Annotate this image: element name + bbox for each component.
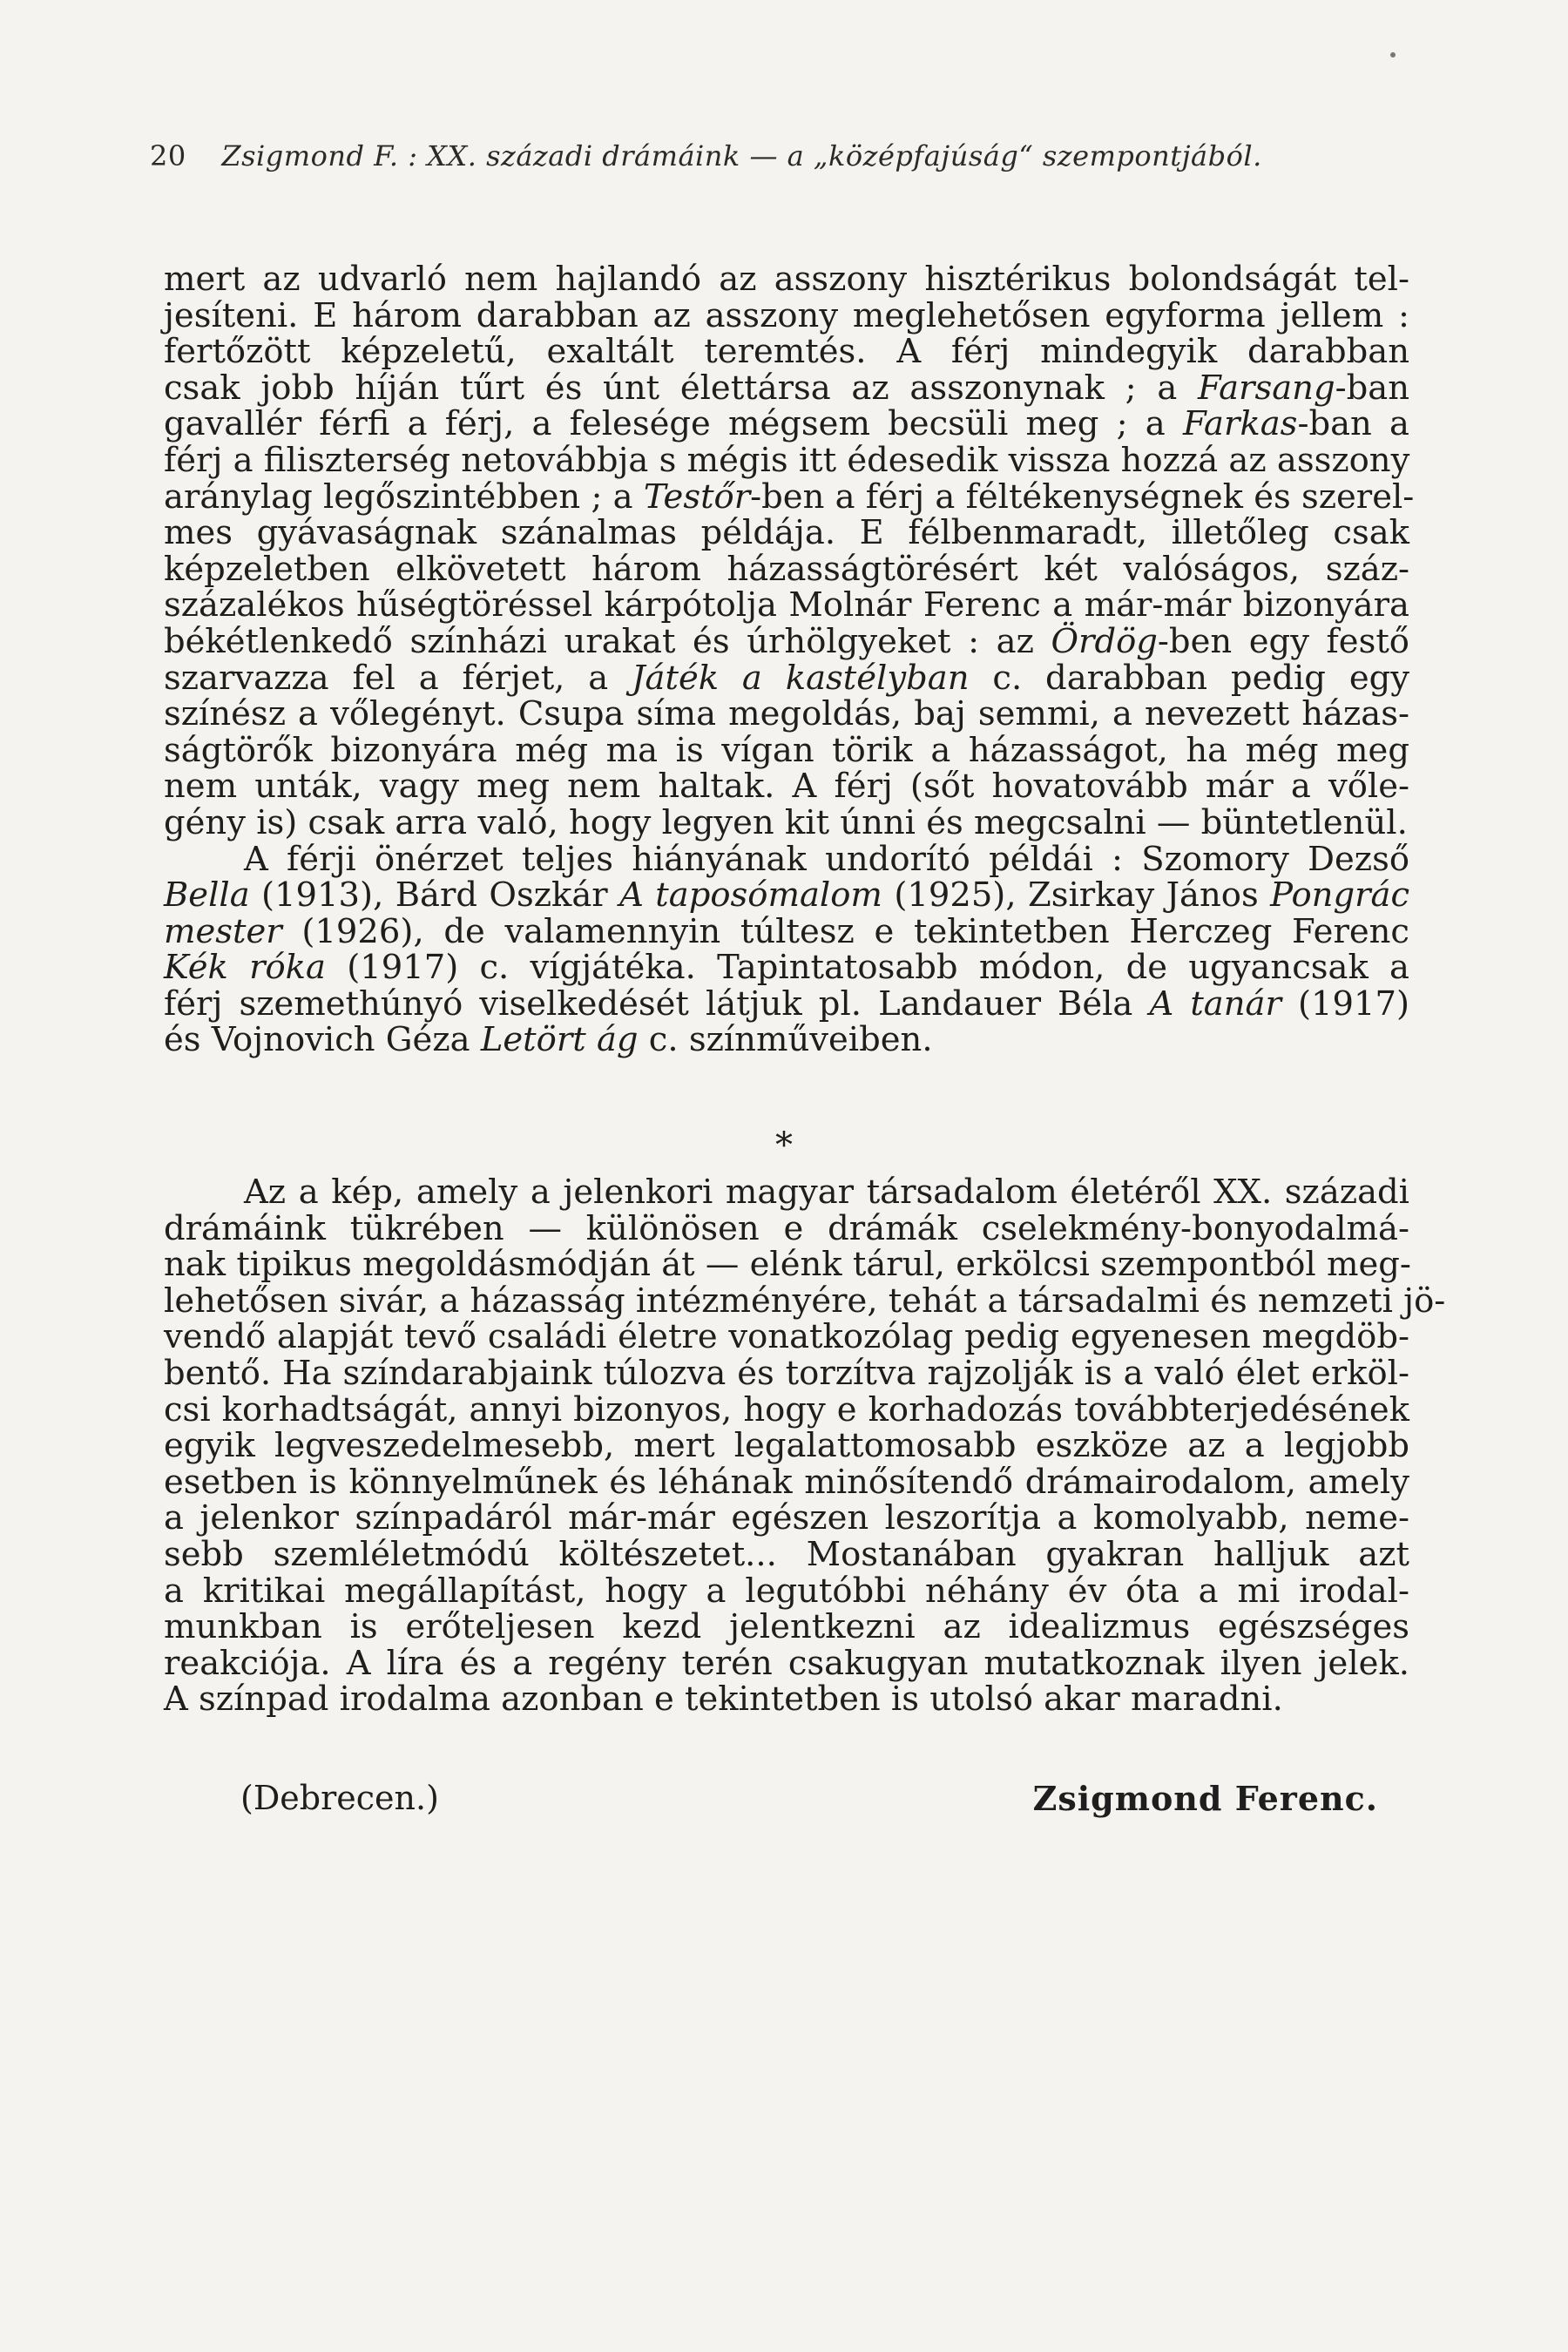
- text-line: gény is) csak arra való, hogy legyen kit únni és megcsalni — büntetlenül.: [164, 802, 1408, 842]
- text-line: [164, 621, 1409, 661]
- text-line: [164, 950, 1409, 986]
- text-line: nem unták, vagy meg nem haltak. A férj (sőt hovatovább már a vőle-: [164, 767, 1409, 807]
- text-line: [164, 877, 1409, 914]
- text-run: c. darabban pedig egy: [969, 658, 1409, 698]
- body-text-part-1: [164, 260, 1415, 1060]
- text-line: esetben is könnyelműnek és léhának minősítendő drámairodalom, amely: [164, 1462, 1409, 1502]
- text-run: (1926), de valamennyin túltesz e tekintetben Herczeg Ferenc: [281, 911, 1409, 951]
- text-line: vendő alapját tevő családi életre vonatkozólag pedig egyenesen megdöb-: [164, 1317, 1409, 1357]
- text-line: A színpad irodalma azonban e tekintetben is utolsó akar maradni.: [164, 1680, 1283, 1720]
- play-title: Farsang: [1197, 368, 1335, 408]
- text-line: A férji önérzet teljes hiányának undorító példái : Szomory Dezső: [244, 839, 1409, 879]
- text-run: gavallér férfi a férj, a felesége mégsem becsüli meg ; a: [164, 404, 1183, 444]
- text-run: -ban: [1335, 368, 1409, 408]
- place-of-writing: (Debrecen.): [240, 1779, 439, 1817]
- play-title: A tanár: [1149, 983, 1281, 1024]
- text-run: (1913), Bárd Oszkár: [249, 875, 620, 916]
- text-line: reakciója. A líra és a regény terén csakugyan mutatkoznak ilyen jelek.: [164, 1643, 1409, 1683]
- text-line: férj a filiszterség netovábbja s mégis itt édesedik vissza hozzá az asszony: [164, 440, 1410, 480]
- text-line: [164, 660, 1409, 697]
- play-title: A taposómalom: [619, 875, 882, 916]
- text-run: aránylag legőszintébben ; a: [164, 476, 644, 517]
- text-line: a jelenkor színpadáról már-már egészen leszorítja a komolyabb, neme-: [164, 1498, 1409, 1538]
- text-line: ságtörők bizonyára még ma is vígan törik a házasságot, ha még meg: [164, 730, 1409, 770]
- running-header: [150, 139, 1262, 172]
- text-line: bentő. Ha színdarabjaink túlozva és torzítva rajzolják is a való élet erköl-: [164, 1353, 1409, 1393]
- play-title: Játék a kastélyban: [632, 658, 970, 698]
- text-line: [164, 476, 1415, 517]
- body-text-part-2: [164, 1173, 1446, 1720]
- text-line: nak tipikus megoldásmódján át — elénk tárul, erkölcsi szempontból meg-: [164, 1245, 1411, 1285]
- author-signature: Zsigmond Ferenc.: [1032, 1779, 1378, 1818]
- text-line: Az a kép, amely a jelenkori magyar társadalom életéről XX. századi: [244, 1173, 1409, 1212]
- text-run: férj szemethúnyó viselkedését látjuk pl. Landauer Béla: [164, 983, 1150, 1024]
- play-title: Testőr: [643, 476, 751, 517]
- text-line: mert az udvarló nem hajlandó az asszony hisztérikus bolondságát tel-: [164, 260, 1409, 299]
- text-run: szarvazza fel a férjet, a: [164, 658, 632, 698]
- text-line: [164, 911, 1409, 951]
- section-separator: *: [775, 1125, 793, 1166]
- text-run: (1925), Zsirkay János: [882, 875, 1271, 916]
- text-run: csak jobb híján tűrt és únt élettársa az asszonynak ; a: [164, 368, 1198, 408]
- play-title: Pongrác: [1270, 875, 1410, 916]
- text-run: -ben egy festő: [1157, 621, 1409, 661]
- text-line: drámáink tükrében — különösen e drámák cselekmény-bonyodalmá-: [164, 1208, 1409, 1248]
- text-line: lehetősen sivár, a házasság intézményére, tehát a társadalmi és nemzeti jö-: [164, 1281, 1446, 1321]
- text-line: [164, 983, 1409, 1024]
- play-title: Farkas: [1182, 404, 1298, 444]
- text-line: egyik legveszedelmesebb, mert legalattomosabb eszköze az a legjobb: [164, 1426, 1409, 1466]
- text-line: mes gyávaságnak szánalmas példája. E félbenmaradt, illetőleg csak: [164, 513, 1409, 553]
- running-title: Zsigmond F. : XX. századi drámáink — a „középfajúság“ szempontjából.: [221, 139, 1262, 172]
- text-run: (1917) c. vígjátéka. Tapintatosabb módon, de ugyancsak a: [325, 948, 1409, 988]
- text-line: jesíteni. E három darabban az asszony meglehetősen egyforma jellem :: [164, 295, 1409, 335]
- text-line: százalékos hűségtöréssel kárpótolja Molnár Ferenc a már-már bizonyára: [164, 585, 1409, 625]
- text-run: c. színműveiben.: [638, 1020, 933, 1060]
- text-line: fertőzött képzeletű, exaltált teremtés. A férj mindegyik darabban: [164, 332, 1409, 372]
- play-title: Letört ág: [480, 1020, 639, 1060]
- text-run: -ben a férj a féltékenységnek és szerel-: [750, 476, 1415, 517]
- text-line: munkban is erőteljesen kezd jelentkezni az idealizmus egészséges: [164, 1607, 1409, 1647]
- text-line: csi korhadtságát, annyi bizonyos, hogy e korhadozás továbbterjedésének: [164, 1389, 1409, 1429]
- text-line: sebb szemléletmódú költészetet... Mostanában gyakran halljuk azt: [164, 1534, 1409, 1574]
- play-title: Bella: [164, 875, 250, 916]
- text-line: a kritikai megállapítást, hogy a legutóbbi néhány év óta a mi irodal-: [164, 1571, 1409, 1611]
- play-title: Ördög: [1051, 621, 1158, 661]
- text-run: békétlenkedő színházi urakat és úrhölgyeket : az: [164, 621, 1051, 661]
- play-title: mester: [164, 911, 282, 951]
- text-run: és Vojnovich Géza: [164, 1020, 481, 1060]
- text-line: [164, 370, 1409, 407]
- page-number: 20: [150, 139, 186, 172]
- text-line: színész a vőlegényt. Csupa síma megoldás, baj semmi, a nevezett házas-: [164, 694, 1409, 734]
- text-line: képzeletben elkövetett három házasságtörésért két valóságos, száz-: [164, 549, 1409, 589]
- text-line: [164, 406, 1409, 443]
- text-run: -ban a: [1297, 404, 1409, 444]
- play-title: Kék róka: [164, 948, 326, 988]
- text-line: [164, 1022, 1409, 1058]
- text-run: (1917): [1281, 983, 1409, 1024]
- page-speck: [1390, 52, 1396, 57]
